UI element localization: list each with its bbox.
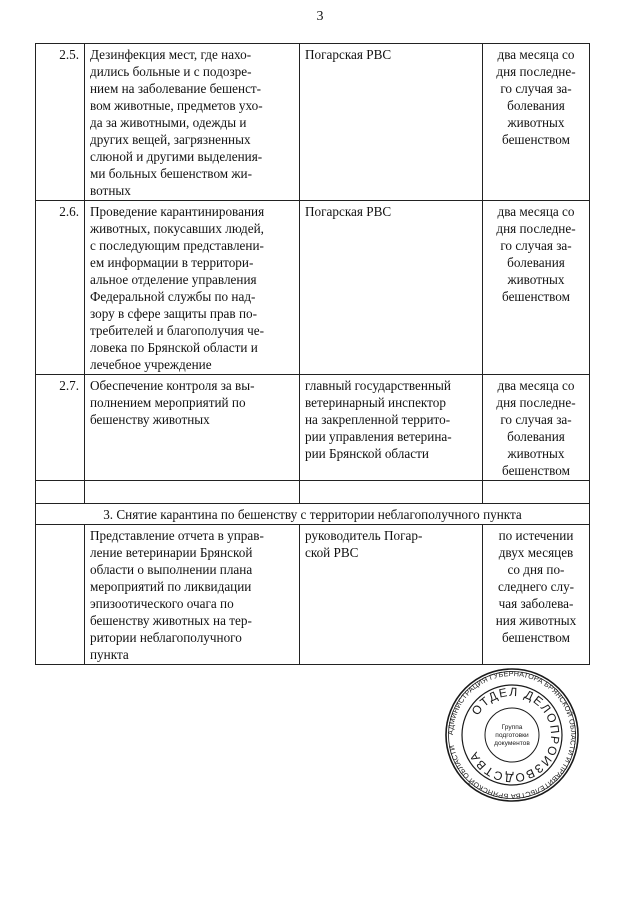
seal-center-line: документов — [494, 740, 530, 747]
text-line: двух месяцев — [498, 545, 574, 560]
text-line: с последующим представлени- — [90, 238, 264, 253]
table-row — [36, 44, 590, 201]
text-line: два месяца со — [497, 204, 575, 219]
text-line: ление ветеринарии Брянской — [90, 545, 253, 560]
table-row — [36, 375, 590, 481]
row-number: 2.7. — [36, 375, 85, 481]
text-line: болевания — [507, 98, 565, 113]
text-line: бешенством — [502, 289, 570, 304]
text-line: Погарская РВС — [305, 47, 392, 62]
responsible-cell — [300, 201, 483, 375]
table-row — [36, 201, 590, 375]
seal-stamp — [444, 667, 580, 803]
empty-cell — [36, 481, 85, 504]
text-line: требителей и благополучия че- — [90, 323, 264, 338]
text-line: альное отделение управления — [90, 272, 257, 287]
action-cell — [85, 201, 300, 375]
text-line: два месяца со — [497, 378, 575, 393]
text-line: го случая за- — [500, 412, 572, 427]
text-line: го случая за- — [500, 81, 572, 96]
text-line: вом животные, предметов ухо- — [90, 98, 263, 113]
page-number: 3 — [316, 9, 324, 24]
text-line: главный государственный — [305, 378, 451, 393]
text-line: животных — [507, 272, 565, 287]
text-line: животных, покусавших людей, — [90, 221, 264, 236]
row-number: 2.5. — [36, 44, 85, 201]
text-line: вотных — [90, 183, 131, 198]
plan-table — [35, 43, 590, 665]
text-line: зору в сфере защиты прав по- — [90, 306, 257, 321]
text-line: дились больные и с подозре- — [90, 64, 252, 79]
seal-center-line: Группа — [501, 724, 523, 731]
text-line: пункта — [90, 647, 129, 662]
text-line: ветеринарный инспектор — [305, 395, 446, 410]
text-line: чая заболева- — [498, 596, 574, 611]
text-line: животных — [507, 115, 565, 130]
text-line: бешенством — [502, 630, 570, 645]
text-line: эпизоотического очага по — [90, 596, 234, 611]
text-line: дня последне- — [496, 395, 576, 410]
text-line: ми больных бешенством жи- — [90, 166, 252, 181]
text-line: по истечении — [498, 528, 574, 543]
text-line: лечебное учреждение — [90, 357, 212, 372]
text-line: Проведение карантинирования — [90, 204, 265, 219]
empty-cell — [483, 481, 590, 504]
text-line: бешенству животных — [90, 412, 210, 427]
text-line: руководитель Погар- — [305, 528, 423, 543]
text-line: других вещей, загрязненных — [90, 132, 251, 147]
responsible-cell — [300, 375, 483, 481]
seal-inner-text: ОТДЕЛ ДЕЛОПРОИЗВОДСТВА — [466, 684, 563, 786]
text-line: ловека по Брянской области и — [90, 340, 258, 355]
row-number — [36, 525, 85, 665]
text-line: на закрепленной террито- — [305, 412, 451, 427]
text-line: со дня по- — [507, 562, 565, 577]
text-line: ния животных — [495, 613, 577, 628]
text-line: ритории неблагополучного — [90, 630, 242, 645]
deadline-cell — [483, 201, 590, 375]
text-line: бешенству животных на тер- — [90, 613, 252, 628]
text-line: ем информации в территори- — [90, 255, 254, 270]
table-row-spacer — [36, 481, 590, 504]
section-header-row — [36, 504, 590, 525]
text-line: следнего слу- — [497, 579, 575, 594]
text-line: рии Брянской области — [305, 446, 429, 461]
seal-center-line: подготовки — [495, 732, 529, 739]
text-line: животных — [507, 446, 565, 461]
table-row — [36, 525, 590, 665]
text-line: рии управления ветерина- — [305, 429, 452, 444]
text-line: два месяца со — [497, 47, 575, 62]
empty-cell — [85, 481, 300, 504]
text-line: Дезинфекция мест, где нахо- — [90, 47, 252, 62]
text-line: полнением мероприятий по — [90, 395, 246, 410]
text-line: дня последне- — [496, 221, 576, 236]
text-line: да за животными, одежды и — [90, 115, 247, 130]
seal-outer-text: АДМИНИСТРАЦИЯ ГУБЕРНАТОРА БРЯНСКОЙ ОБЛАСТИ И ПРАВИТЕЛЬСТВА БРЯНСКОЙ ОБЛАСТИ — [445, 668, 579, 802]
responsible-cell — [300, 525, 483, 665]
text-line: дня последне- — [496, 64, 576, 79]
text-line: болевания — [507, 429, 565, 444]
text-line: нием на заболевание бешенст- — [90, 81, 262, 96]
empty-cell — [300, 481, 483, 504]
action-cell — [85, 44, 300, 201]
text-line: области о выполнении плана — [90, 562, 253, 577]
text-line: мероприятий по ликвидации — [90, 579, 252, 594]
deadline-cell — [483, 44, 590, 201]
responsible-cell — [300, 44, 483, 201]
action-cell — [85, 525, 300, 665]
deadline-cell — [483, 525, 590, 665]
text-line: го случая за- — [500, 238, 572, 253]
section-3-title: 3. Снятие карантина по бешенству с территории неблагополучного пункта — [36, 504, 590, 525]
action-cell — [85, 375, 300, 481]
text-line: бешенством — [502, 463, 570, 478]
row-number: 2.6. — [36, 201, 85, 375]
text-line: болевания — [507, 255, 565, 270]
text-line: бешенством — [502, 132, 570, 147]
text-line: ской РВС — [305, 545, 359, 560]
deadline-cell — [483, 375, 590, 481]
text-line: Погарская РВС — [305, 204, 392, 219]
text-line: Федеральной службы по над- — [90, 289, 256, 304]
text-line: Представление отчета в управ- — [90, 528, 264, 543]
text-line: слюной и другими выделения- — [90, 149, 263, 164]
text-line: Обеспечение контроля за вы- — [90, 378, 255, 393]
